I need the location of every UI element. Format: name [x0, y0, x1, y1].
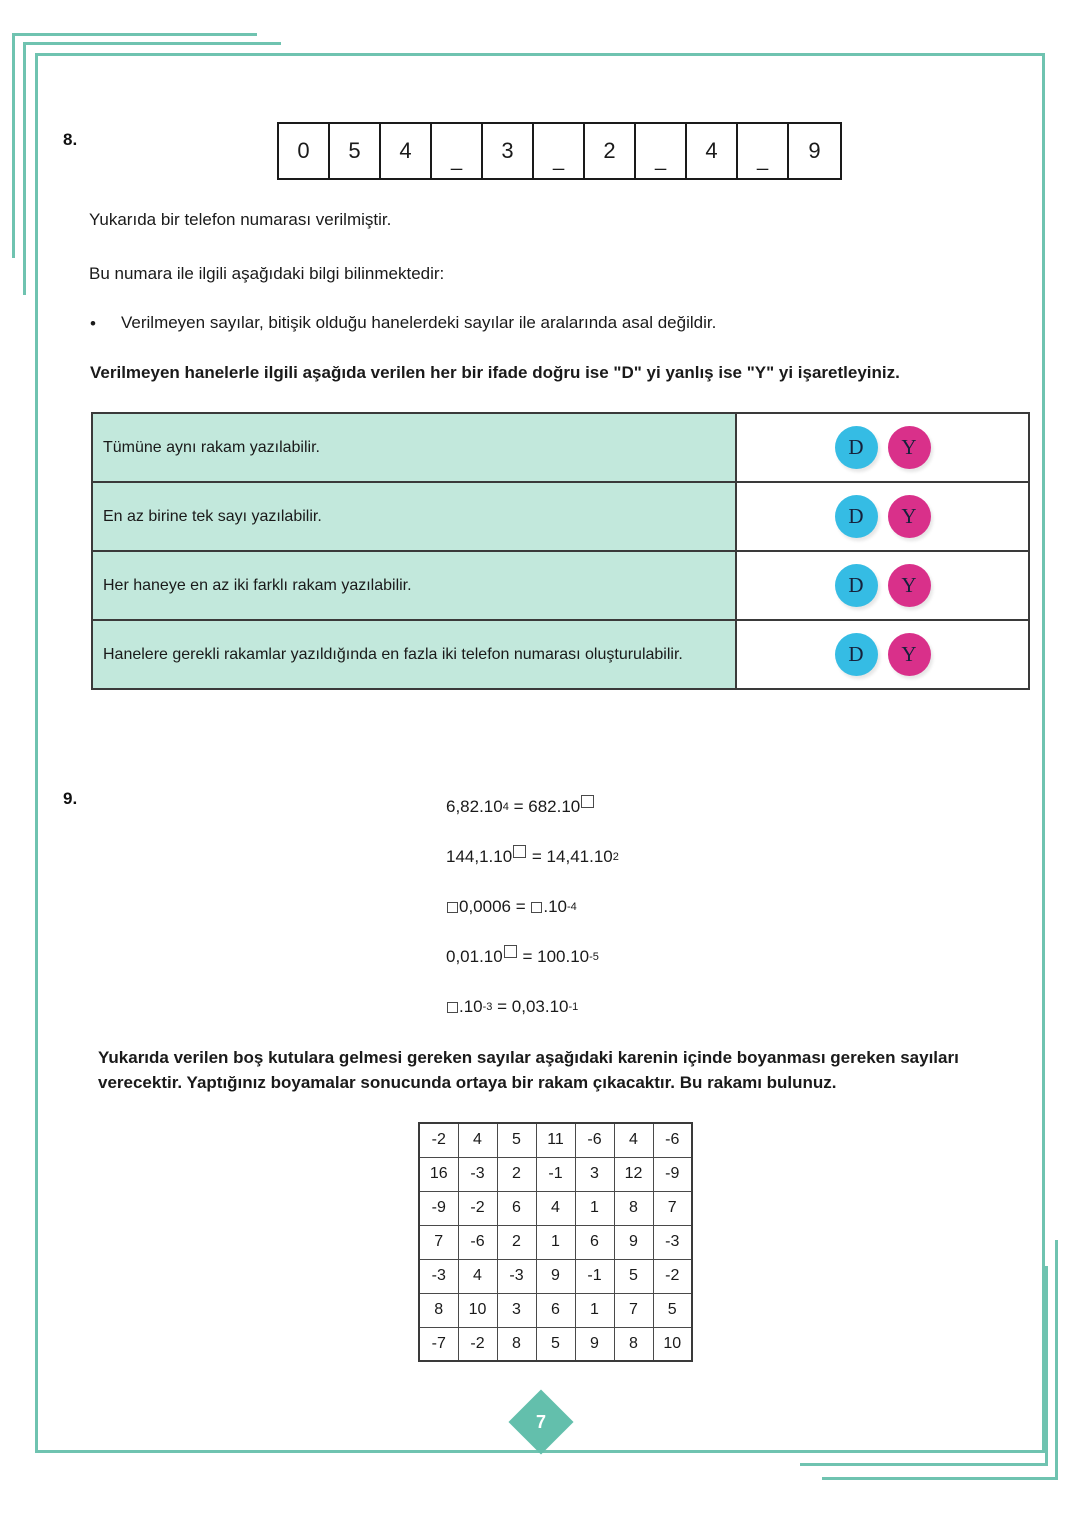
grid-cell[interactable]: 7 — [614, 1293, 653, 1327]
grid-cell[interactable]: 1 — [536, 1225, 575, 1259]
phone-digit-blank: _ — [534, 124, 585, 178]
grid-cell[interactable]: 6 — [536, 1293, 575, 1327]
grid-cell[interactable]: 3 — [497, 1293, 536, 1327]
grid-cell[interactable]: 16 — [419, 1157, 458, 1191]
grid-cell[interactable]: 8 — [419, 1293, 458, 1327]
grid-cell[interactable]: -6 — [653, 1123, 692, 1157]
grid-cell[interactable]: 11 — [536, 1123, 575, 1157]
phone-digit-cell: 0 — [279, 124, 330, 178]
grid-cell[interactable]: -6 — [575, 1123, 614, 1157]
page-number-label: 7 — [535, 1411, 546, 1432]
statement-text: En az birine tek sayı yazılabilir. — [92, 482, 736, 551]
grid-cell[interactable]: 12 — [614, 1157, 653, 1191]
grid-cell[interactable]: -3 — [653, 1225, 692, 1259]
answer-options-cell — [736, 482, 1029, 551]
equation-line: 144,1.10 = 14,41.10 $_2$ — [446, 832, 619, 882]
grid-cell[interactable]: 9 — [536, 1259, 575, 1293]
phone-digit-cell: 3 — [483, 124, 534, 178]
option-y-bubble[interactable]: Y — [888, 564, 931, 607]
grid-row — [419, 1293, 692, 1327]
grid-cell[interactable]: -9 — [419, 1191, 458, 1225]
grid-cell[interactable]: 5 — [614, 1259, 653, 1293]
grid-cell[interactable]: -2 — [458, 1191, 497, 1225]
grid-cell[interactable]: 1 — [575, 1293, 614, 1327]
question-8-line-2: Bu numara ile ilgili aşağıdaki bilgi bilinmektedir: — [89, 264, 445, 283]
table-row — [92, 482, 1029, 551]
question-8-bullet-1: Verilmeyen sayılar, bitişik olduğu hanelerdeki sayılar ile aralarında asal değildir. — [121, 313, 717, 332]
option-d-bubble[interactable]: D — [835, 495, 878, 538]
grid-cell[interactable]: 5 — [497, 1123, 536, 1157]
question-8-number: 8. — [63, 130, 78, 149]
grid-row — [419, 1123, 692, 1157]
answer-box-placeholder[interactable] — [447, 902, 458, 913]
answer-box-placeholder[interactable] — [531, 902, 542, 913]
grid-cell[interactable]: 10 — [458, 1293, 497, 1327]
scientific-notation-equations — [446, 782, 619, 1032]
answer-option-group — [737, 426, 1028, 469]
equation-line: 0,0006 = .10 -4 — [446, 882, 619, 932]
grid-cell[interactable]: -3 — [497, 1259, 536, 1293]
grid-cell[interactable]: -1 — [536, 1157, 575, 1191]
phone-digit-cell: 9 — [808, 138, 821, 163]
page-number-badge — [508, 1389, 573, 1454]
phone-digit-cell: 4 — [381, 124, 432, 178]
option-d-bubble[interactable]: D — [835, 633, 878, 676]
answer-option-group — [737, 564, 1028, 607]
phone-digit-cell: 5 — [330, 124, 381, 178]
grid-cell[interactable]: -3 — [419, 1259, 458, 1293]
grid-cell[interactable]: -9 — [653, 1157, 692, 1191]
grid-cell[interactable]: 4 — [458, 1123, 497, 1157]
grid-cell[interactable]: 7 — [653, 1191, 692, 1225]
answer-option-group — [737, 633, 1028, 676]
answer-options-cell — [736, 620, 1029, 689]
exponent-box-placeholder[interactable] — [581, 795, 594, 808]
question-8-instruction: Verilmeyen hanelerle ilgili aşağıda verilen her bir ifade doğru ise "D" yi yanlış ise "Y" yi işaretleyiniz. — [90, 363, 900, 382]
grid-row — [419, 1157, 692, 1191]
corner-decoration-bottom-right-outer — [822, 1240, 1058, 1480]
grid-cell[interactable]: -2 — [458, 1327, 497, 1361]
question-9-instruction: Yukarıda verilen boş kutulara gelmesi gereken sayılar aşağıdaki karenin içinde boyanması gereken sayıları verecektir. Yaptığınız boyamalar sonucunda ortaya bir rakam çıkacaktır. Bu rakamı bulunuz. — [98, 1048, 959, 1092]
phone-digit-cell: 4 — [687, 124, 738, 178]
equation-line: 0,01.10 = 100.10 $_{-5}$ — [446, 932, 619, 982]
grid-cell[interactable]: 4 — [614, 1123, 653, 1157]
answer-options-cell — [736, 551, 1029, 620]
grid-cell[interactable]: 4 — [536, 1191, 575, 1225]
grid-cell[interactable]: 6 — [497, 1191, 536, 1225]
true-false-statement-table — [91, 412, 1030, 690]
number-square-grid — [418, 1122, 693, 1362]
grid-cell[interactable]: -1 — [575, 1259, 614, 1293]
grid-cell[interactable]: 8 — [497, 1327, 536, 1361]
grid-cell[interactable]: 1 — [575, 1191, 614, 1225]
grid-row — [419, 1327, 692, 1361]
option-d-bubble[interactable]: D — [835, 426, 878, 469]
grid-cell[interactable]: -2 — [419, 1123, 458, 1157]
phone-number-boxes — [277, 122, 842, 180]
equation-line: .10 -3 = 0,03.10 -1 — [446, 982, 619, 1032]
equation-line: 6,82.10 4 = 682.10 — [446, 782, 619, 832]
exponent-box-placeholder[interactable] — [513, 845, 526, 858]
phone-digit-cell: 2 — [585, 124, 636, 178]
option-d-bubble[interactable]: D — [835, 564, 878, 607]
grid-cell[interactable]: 2 — [497, 1225, 536, 1259]
grid-cell[interactable]: 3 — [575, 1157, 614, 1191]
phone-digit-blank: _ — [636, 124, 687, 178]
grid-cell[interactable]: 8 — [614, 1327, 653, 1361]
table-row — [92, 551, 1029, 620]
grid-cell[interactable]: -7 — [419, 1327, 458, 1361]
phone-digit-blank: _ — [432, 124, 483, 178]
statement-text: Her haneye en az iki farklı rakam yazılabilir. — [92, 551, 736, 620]
option-y-bubble[interactable]: Y — [888, 495, 931, 538]
statement-text: Tümüne aynı rakam yazılabilir. — [92, 413, 736, 482]
grid-cell[interactable]: 6 — [575, 1225, 614, 1259]
table-row — [92, 413, 1029, 482]
answer-option-group — [737, 495, 1028, 538]
grid-cell[interactable]: 2 — [497, 1157, 536, 1191]
answer-box-placeholder[interactable] — [447, 1002, 458, 1013]
phone-digit-blank: _ — [738, 124, 789, 178]
grid-cell[interactable]: 8 — [614, 1191, 653, 1225]
grid-cell[interactable]: -2 — [653, 1259, 692, 1293]
bullet-marker: • — [90, 314, 96, 333]
true-false-table-body — [92, 413, 1029, 689]
statement-text: Hanelere gerekli rakamlar yazıldığında en fazla iki telefon numarası oluşturulabilir. — [92, 620, 736, 689]
grid-row — [419, 1225, 692, 1259]
grid-row — [419, 1191, 692, 1225]
grid-cell[interactable]: 10 — [653, 1327, 692, 1361]
option-y-bubble[interactable]: Y — [888, 633, 931, 676]
question-9-number: 9. — [63, 789, 78, 808]
grid-cell[interactable]: -6 — [458, 1225, 497, 1259]
table-row — [92, 620, 1029, 689]
grid-cell[interactable]: 5 — [536, 1327, 575, 1361]
grid-cell[interactable]: 9 — [614, 1225, 653, 1259]
grid-cell[interactable]: -3 — [458, 1157, 497, 1191]
exponent-box-placeholder[interactable] — [504, 945, 517, 958]
grid-cell[interactable]: 5 — [653, 1293, 692, 1327]
option-y-bubble[interactable]: Y — [888, 426, 931, 469]
grid-cell[interactable]: 9 — [575, 1327, 614, 1361]
number-grid-body — [419, 1123, 692, 1361]
grid-row — [419, 1259, 692, 1293]
grid-cell[interactable]: 7 — [419, 1225, 458, 1259]
answer-options-cell — [736, 413, 1029, 482]
question-8-line-1: Yukarıda bir telefon numarası verilmiştir. — [89, 210, 392, 229]
grid-cell[interactable]: 4 — [458, 1259, 497, 1293]
